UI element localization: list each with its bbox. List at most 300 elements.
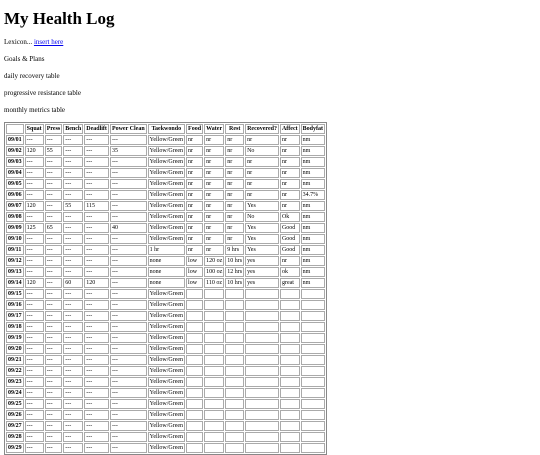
cell-rest xyxy=(225,366,244,376)
column-header-food: Food xyxy=(188,126,202,132)
cell-rest: 10 hrs xyxy=(227,258,243,264)
cell-power-clean: --- xyxy=(110,322,147,332)
table-row xyxy=(6,157,325,167)
cell-taekwondo: Yellow/Green xyxy=(149,313,184,319)
cell-recovered: No xyxy=(245,146,279,156)
cell-taekwondo: Yellow/Green xyxy=(149,181,184,187)
cell-food: nr xyxy=(186,201,203,211)
cell-recovered: yes xyxy=(245,267,279,277)
cell-power-clean: --- xyxy=(110,267,147,277)
column-header-bodyfat: Bodyfat xyxy=(302,126,323,132)
cell-taekwondo: none xyxy=(148,278,185,288)
cell-water xyxy=(204,300,224,310)
cell-water xyxy=(204,289,224,299)
cell-affect xyxy=(280,432,300,442)
cell-water xyxy=(204,377,224,387)
cell-date: 09/13 xyxy=(8,269,22,275)
cell-rest: nr xyxy=(225,157,244,167)
cell-affect: nr xyxy=(280,146,300,156)
cell-affect: Good xyxy=(280,223,300,233)
daily-recovery-table-link[interactable]: daily recovery table xyxy=(4,72,60,80)
cell-recovered xyxy=(245,410,279,420)
cell-recovered xyxy=(245,377,279,387)
column-header-affect: Affect xyxy=(281,126,298,132)
cell-deadlift: 115 xyxy=(84,201,109,211)
cell-press: --- xyxy=(45,278,63,288)
cell-water: nr xyxy=(204,179,224,189)
cell-recovered xyxy=(245,366,279,376)
cell-water xyxy=(204,443,224,453)
cell-taekwondo: Yellow/Green xyxy=(149,291,184,297)
cell-affect: nr xyxy=(280,157,300,167)
cell-bench: --- xyxy=(63,146,83,156)
cell-rest xyxy=(225,333,244,343)
table-row xyxy=(6,289,325,299)
cell-recovered xyxy=(245,344,279,354)
cell-bench: --- xyxy=(63,377,83,387)
column-header-taekwondo: Taekwondo xyxy=(148,124,185,134)
cell-taekwondo: Yellow/Green xyxy=(149,357,184,363)
cell-bench: --- xyxy=(63,311,83,321)
cell-food xyxy=(186,333,203,343)
cell-rest: 9 hrs xyxy=(225,245,244,255)
cell-deadlift: --- xyxy=(84,311,109,321)
cell-bodyfat xyxy=(301,289,325,299)
cell-taekwondo: Yellow/Green xyxy=(149,225,184,231)
table-row xyxy=(6,443,325,453)
cell-bodyfat: nm xyxy=(301,256,325,266)
cell-bodyfat: nm xyxy=(301,168,325,178)
cell-affect xyxy=(280,289,300,299)
cell-power-clean: --- xyxy=(110,256,147,266)
cell-rest: nr xyxy=(225,223,244,233)
intro-paragraph xyxy=(4,37,536,47)
cell-affect xyxy=(280,388,300,398)
cell-power-clean: --- xyxy=(110,410,147,420)
cell-water: nr xyxy=(204,245,224,255)
cell-affect: nr xyxy=(280,190,300,200)
cell-recovered: nr xyxy=(245,135,279,145)
cell-affect xyxy=(280,311,300,321)
cell-date: 09/10 xyxy=(8,236,22,242)
cell-water: nr xyxy=(204,234,224,244)
cell-date: 09/01 xyxy=(8,137,22,143)
cell-deadlift: --- xyxy=(84,212,109,222)
cell-bench: --- xyxy=(63,135,83,145)
cell-rest: 12 hrs xyxy=(227,269,243,275)
cell-bodyfat: nm xyxy=(301,135,325,145)
cell-food xyxy=(186,377,203,387)
cell-date: 09/02 xyxy=(8,148,22,154)
cell-bench: --- xyxy=(63,179,83,189)
cell-taekwondo: Yellow/Green xyxy=(149,203,184,209)
cell-food xyxy=(186,344,203,354)
table-header-row xyxy=(6,124,325,134)
cell-squat: --- xyxy=(25,245,44,255)
cell-food xyxy=(186,388,203,398)
cell-deadlift: --- xyxy=(84,410,109,420)
cell-press: --- xyxy=(45,344,63,354)
cell-bench: --- xyxy=(63,322,83,332)
cell-power-clean: --- xyxy=(110,399,147,409)
table-row xyxy=(6,278,325,288)
cell-power-clean: --- xyxy=(110,366,147,376)
cell-water: nr xyxy=(204,223,224,233)
cell-taekwondo: 1 hr xyxy=(148,245,185,255)
cell-deadlift: --- xyxy=(84,267,109,277)
cell-power-clean: 35 xyxy=(110,146,147,156)
monthly-metrics-table-link[interactable]: monthly metrics table xyxy=(4,106,66,114)
cell-squat: --- xyxy=(25,322,44,332)
cell-recovered: No xyxy=(245,212,279,222)
cell-affect: Ok xyxy=(280,212,300,222)
cell-bodyfat: nm xyxy=(301,245,325,255)
column-header-press: Press xyxy=(46,126,61,132)
cell-bench: --- xyxy=(63,245,83,255)
cell-squat: --- xyxy=(25,179,44,189)
cell-date: 09/18 xyxy=(8,324,22,330)
cell-affect xyxy=(280,421,300,431)
cell-date: 09/28 xyxy=(8,434,22,440)
cell-water: nr xyxy=(204,135,224,145)
cell-bodyfat xyxy=(301,311,325,321)
table-row xyxy=(6,234,325,244)
cell-bodyfat: nm xyxy=(301,223,325,233)
cell-press: --- xyxy=(45,300,63,310)
cell-power-clean: --- xyxy=(110,333,147,343)
cell-bodyfat: nm xyxy=(301,179,325,189)
cell-recovered xyxy=(245,333,279,343)
table-row xyxy=(6,256,325,266)
cell-squat: --- xyxy=(25,157,44,167)
table-row xyxy=(6,377,325,387)
cell-press: --- xyxy=(45,333,63,343)
cell-water: 110 oz xyxy=(204,278,224,288)
cell-date: 09/17 xyxy=(8,313,22,319)
cell-bench: --- xyxy=(63,355,83,365)
cell-squat: --- xyxy=(25,432,44,442)
cell-water xyxy=(204,366,224,376)
cell-recovered xyxy=(245,443,279,453)
cell-bench: --- xyxy=(63,267,83,277)
table-row xyxy=(6,322,325,332)
cell-date: 09/04 xyxy=(8,170,22,176)
cell-press: --- xyxy=(45,399,63,409)
table-row xyxy=(6,245,325,255)
cell-date: 09/07 xyxy=(8,203,22,209)
cell-water: nr xyxy=(204,212,224,222)
table-row xyxy=(6,168,325,178)
cell-affect xyxy=(280,333,300,343)
cell-bench: --- xyxy=(63,256,83,266)
cell-food: nr xyxy=(186,223,203,233)
cell-food: low xyxy=(186,267,203,277)
cell-press: --- xyxy=(45,190,63,200)
cell-water xyxy=(204,333,224,343)
cell-rest: nr xyxy=(225,212,244,222)
cell-squat: --- xyxy=(25,399,44,409)
cell-date: 09/29 xyxy=(8,445,22,451)
cell-press: --- xyxy=(45,377,63,387)
cell-bench: --- xyxy=(63,289,83,299)
cell-taekwondo: Yellow/Green xyxy=(149,445,184,451)
cell-deadlift: --- xyxy=(84,223,109,233)
cell-water: 100 oz xyxy=(206,269,223,275)
column-header-bench: Bench xyxy=(65,126,82,132)
intro-text: Lexicon... xyxy=(4,38,34,46)
cell-bench: --- xyxy=(63,157,83,167)
cell-power-clean: --- xyxy=(110,201,147,211)
cell-squat: 120 xyxy=(25,146,44,156)
cell-bodyfat xyxy=(301,344,325,354)
cell-food: nr xyxy=(186,179,203,189)
progressive-resistance-table-link[interactable]: progressive resistance table xyxy=(4,89,81,97)
cell-taekwondo: Yellow/Green xyxy=(149,170,184,176)
cell-taekwondo: Yellow/Green xyxy=(149,137,184,143)
cell-recovered: nr xyxy=(245,168,279,178)
cell-taekwondo: Yellow/Green xyxy=(149,379,184,385)
cell-bench: --- xyxy=(63,432,83,442)
cell-rest: nr xyxy=(225,135,244,145)
cell-rest xyxy=(225,443,244,453)
cell-deadlift: --- xyxy=(84,399,109,409)
cell-food xyxy=(186,300,203,310)
cell-squat: --- xyxy=(25,212,44,222)
cell-affect xyxy=(280,366,300,376)
cell-power-clean: --- xyxy=(110,212,147,222)
cell-press: --- xyxy=(45,443,63,453)
cell-taekwondo: Yellow/Green xyxy=(149,192,184,198)
table-body xyxy=(6,135,325,453)
cell-rest: nr xyxy=(225,146,244,156)
table-row xyxy=(6,410,325,420)
cell-power-clean: --- xyxy=(110,278,147,288)
cell-food: nr xyxy=(186,146,203,156)
cell-bench: --- xyxy=(63,344,83,354)
cell-food xyxy=(186,410,203,420)
cell-affect xyxy=(280,355,300,365)
cell-affect xyxy=(280,399,300,409)
cell-squat: --- xyxy=(25,443,44,453)
cell-squat: 125 xyxy=(25,223,44,233)
cell-date: 09/25 xyxy=(8,401,22,407)
cell-date: 09/08 xyxy=(8,214,22,220)
cell-bodyfat xyxy=(301,355,325,365)
cell-squat: --- xyxy=(25,388,44,398)
cell-affect: Good xyxy=(280,245,300,255)
cell-press: --- xyxy=(45,421,63,431)
table-row xyxy=(6,300,325,310)
cell-press: --- xyxy=(45,410,63,420)
cell-bench: --- xyxy=(63,333,83,343)
cell-water xyxy=(204,399,224,409)
cell-food xyxy=(186,399,203,409)
cell-water: nr xyxy=(204,146,224,156)
cell-food: low xyxy=(186,278,203,288)
cell-food xyxy=(186,421,203,431)
cell-water xyxy=(204,322,224,332)
cell-rest: nr xyxy=(225,179,244,189)
cell-rest xyxy=(225,355,244,365)
cell-squat: --- xyxy=(25,366,44,376)
cell-rest xyxy=(225,421,244,431)
cell-water xyxy=(204,432,224,442)
cell-date: 09/23 xyxy=(8,379,22,385)
cell-food xyxy=(186,366,203,376)
cell-rest xyxy=(225,311,244,321)
cell-bench: --- xyxy=(63,190,83,200)
table-row xyxy=(6,146,325,156)
table-row xyxy=(6,135,325,145)
cell-press: 65 xyxy=(45,223,63,233)
cell-bodyfat xyxy=(301,377,325,387)
cell-recovered: yes xyxy=(245,256,279,266)
cell-date: 09/16 xyxy=(8,302,22,308)
cell-recovered xyxy=(245,289,279,299)
table-row xyxy=(6,432,325,442)
cell-bodyfat xyxy=(301,322,325,332)
cell-power-clean: 40 xyxy=(110,223,147,233)
cell-water xyxy=(204,410,224,420)
cell-rest xyxy=(225,377,244,387)
cell-bench: --- xyxy=(63,212,83,222)
cell-bench: --- xyxy=(63,366,83,376)
cell-date: 09/06 xyxy=(8,192,22,198)
cell-power-clean: --- xyxy=(110,355,147,365)
cell-food: nr xyxy=(186,168,203,178)
cell-deadlift: --- xyxy=(84,135,109,145)
table-row xyxy=(6,399,325,409)
cell-deadlift: --- xyxy=(84,443,109,453)
cell-deadlift: --- xyxy=(84,168,109,178)
cell-water xyxy=(204,388,224,398)
cell-date: 09/03 xyxy=(8,159,22,165)
cell-power-clean: --- xyxy=(110,135,147,145)
cell-bench: --- xyxy=(63,223,83,233)
cell-rest xyxy=(225,322,244,332)
cell-food: nr xyxy=(186,157,203,167)
cell-squat: --- xyxy=(25,344,44,354)
cell-affect: nr xyxy=(280,201,300,211)
cell-press: --- xyxy=(45,135,63,145)
cell-recovered: Yes xyxy=(245,245,279,255)
cell-date: 09/15 xyxy=(8,291,22,297)
table-row xyxy=(6,212,325,222)
cell-power-clean: --- xyxy=(110,344,147,354)
cell-power-clean: --- xyxy=(110,179,147,189)
cell-deadlift: --- xyxy=(84,322,109,332)
cell-deadlift: --- xyxy=(84,432,109,442)
cell-bodyfat xyxy=(301,366,325,376)
cell-press: --- xyxy=(45,168,63,178)
cell-bodyfat: nm xyxy=(301,278,325,288)
cell-deadlift: --- xyxy=(84,366,109,376)
cell-taekwondo: Yellow/Green xyxy=(149,214,184,220)
table-row xyxy=(6,179,325,189)
cell-recovered: Yes xyxy=(245,223,279,233)
cell-taekwondo: Yellow/Green xyxy=(149,302,184,308)
cell-taekwondo: Yellow/Green xyxy=(149,401,184,407)
cell-bodyfat xyxy=(301,300,325,310)
cell-food xyxy=(186,311,203,321)
cell-recovered: Yes xyxy=(245,234,279,244)
cell-deadlift: --- xyxy=(84,377,109,387)
column-header-date xyxy=(6,124,24,134)
cell-power-clean: --- xyxy=(110,432,147,442)
cell-rest xyxy=(225,399,244,409)
health-log-table xyxy=(4,122,327,455)
cell-bench: 60 xyxy=(63,278,83,288)
cell-recovered: nr xyxy=(245,190,279,200)
cell-recovered xyxy=(245,388,279,398)
table-row xyxy=(6,311,325,321)
cell-deadlift: --- xyxy=(84,300,109,310)
cell-rest: nr xyxy=(225,234,244,244)
cell-recovered: Yes xyxy=(245,201,279,211)
cell-recovered xyxy=(245,322,279,332)
cell-squat: 120 xyxy=(25,278,44,288)
cell-water: 120 oz xyxy=(206,258,223,264)
cell-deadlift: --- xyxy=(84,190,109,200)
cell-date: 09/21 xyxy=(8,357,22,363)
cell-date: 09/11 xyxy=(6,245,24,255)
cell-power-clean: --- xyxy=(110,443,147,453)
cell-press: --- xyxy=(45,256,63,266)
cell-squat: --- xyxy=(25,377,44,387)
cell-power-clean: --- xyxy=(110,377,147,387)
cell-affect: nr xyxy=(280,135,300,145)
cell-recovered xyxy=(245,311,279,321)
cell-power-clean: --- xyxy=(110,190,147,200)
cell-bodyfat: nm xyxy=(301,201,325,211)
cell-deadlift: --- xyxy=(84,157,109,167)
table-row xyxy=(6,344,325,354)
cell-date: 09/22 xyxy=(8,368,22,374)
cell-deadlift: --- xyxy=(84,146,109,156)
goals-plans-link[interactable]: Goals & Plans xyxy=(4,55,45,63)
cell-affect xyxy=(280,377,300,387)
cell-press: --- xyxy=(45,212,63,222)
cell-date: 09/19 xyxy=(8,335,22,341)
cell-bodyfat: 34.7% xyxy=(301,190,325,200)
cell-bodyfat: nm xyxy=(301,157,325,167)
cell-taekwondo: Yellow/Green xyxy=(149,159,184,165)
cell-bench: --- xyxy=(63,443,83,453)
cell-taekwondo: Yellow/Green xyxy=(149,434,184,440)
cell-water: nr xyxy=(204,201,224,211)
cell-deadlift: --- xyxy=(84,245,109,255)
cell-water: nr xyxy=(204,157,224,167)
cell-taekwondo: Yellow/Green xyxy=(149,368,184,374)
cell-deadlift: --- xyxy=(84,179,109,189)
insert-here-link[interactable]: insert here xyxy=(33,38,64,46)
cell-press: --- xyxy=(45,289,63,299)
cell-rest xyxy=(225,300,244,310)
cell-bodyfat xyxy=(301,432,325,442)
cell-bodyfat: nm xyxy=(301,212,325,222)
cell-power-clean: --- xyxy=(110,289,147,299)
cell-bench: --- xyxy=(63,399,83,409)
cell-affect xyxy=(280,410,300,420)
cell-food: nr xyxy=(186,245,203,255)
cell-food xyxy=(186,289,203,299)
cell-squat: --- xyxy=(25,267,44,277)
cell-taekwondo: none xyxy=(148,267,185,277)
cell-bench: --- xyxy=(63,421,83,431)
cell-power-clean: --- xyxy=(110,311,147,321)
cell-date: 09/14 xyxy=(8,280,22,286)
cell-bench: --- xyxy=(63,234,83,244)
